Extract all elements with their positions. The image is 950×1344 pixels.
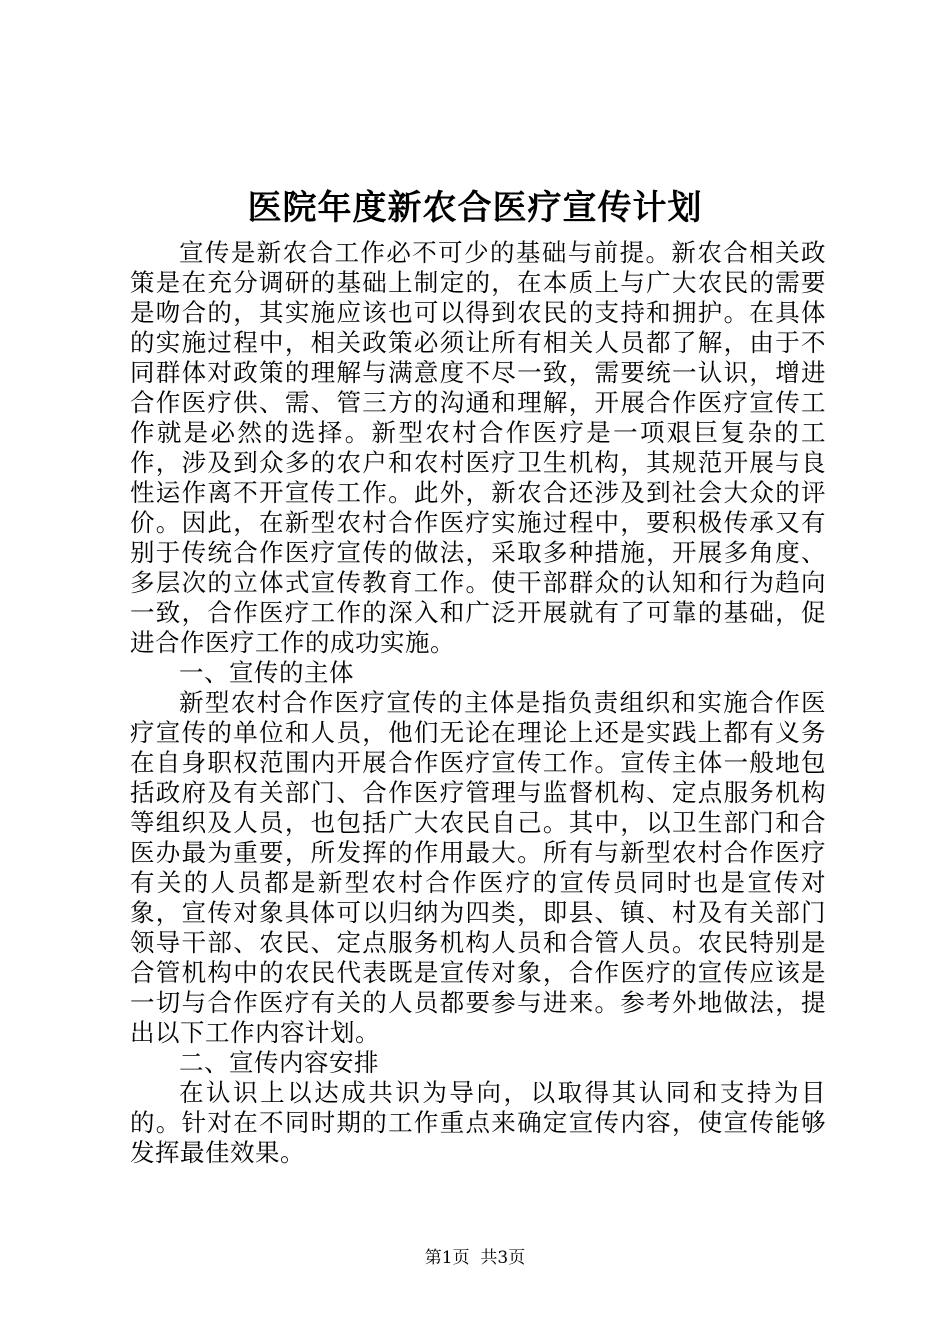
intro-paragraph: 宣传是新农合工作必不可少的基础与前提。新农合相关政策是在充分调研的基础上制定的，在本质上与广大农民的需要是吻合的，其实施应该也可以得到农民的支持和拥护。在具体的实施过程中，相关政策必须让所有相关人员都了解，由于不同群体对政策的理解与满意度不尽一致，需要统一认识，增进合作医疗供、需、管三方的沟通和理解，开展合作医疗宣传工作就是必然的选择。新型农村合作医疗是一项艰巨复杂的工作，涉及到众多的农户和农村医疗卫生机构，其规范开展与良性运作离不开宣传工作。此外，新农合还涉及到社会大众的评价。因此，在新型农村合作医疗实施过程中，要积极传承又有别于传统合作医疗宣传的做法，采取多种措施，开展多角度、多层次的立体式宣传教育工作。使干部群众的认知和行为趋向一致，合作医疗工作的深入和广泛开展就有了可靠的基础，促进合作医疗工作的成功实施。 [130,238,826,657]
section-heading-content: 二、宣传内容安排 [179,1048,379,1077]
page-total: 共3页 [480,1248,526,1268]
subject-paragraph: 新型农村合作医疗宣传的主体是指负责组织和实施合作医疗宣传的单位和人员，他们无论在理论上还是实践上都有义务在自身职权范围内开展合作医疗宣传工作。宣传主体一般地包括政府及有关部门、合作医疗管理与监督机构、定点服务机构等组织及人员，也包括广大农民自己。其中，以卫生部门和合医办最为重要，所发挥的作用最大。所有与新型农村合作医疗有关的人员都是新型农村合作医疗的宣传员同时也是宣传对象，宣传对象具体可以归纳为四类，即县、镇、村及有关部门领导干部、农民、定点服务机构人员和合管人员。农民特别是合管机构中的农民代表既是宣传对象，合作医疗的宣传应该是一切与合作医疗有关的人员都要参与进来。参考外地做法，提出以下工作内容计划。 [130,688,826,1047]
section-heading-subject: 一、宣传的主体 [179,658,354,687]
document-body [130,238,826,1168]
document-title: 医院年度新农合医疗宣传计划 [247,188,703,228]
page-footer [0,1246,950,1270]
content-paragraph: 在认识上以达成共识为导向，以取得其认同和支持为目的。针对在不同时期的工作重点来确定宣传内容，使宣传能够发挥最佳效果。 [130,1078,826,1167]
page-number: 第1页 [424,1248,470,1268]
